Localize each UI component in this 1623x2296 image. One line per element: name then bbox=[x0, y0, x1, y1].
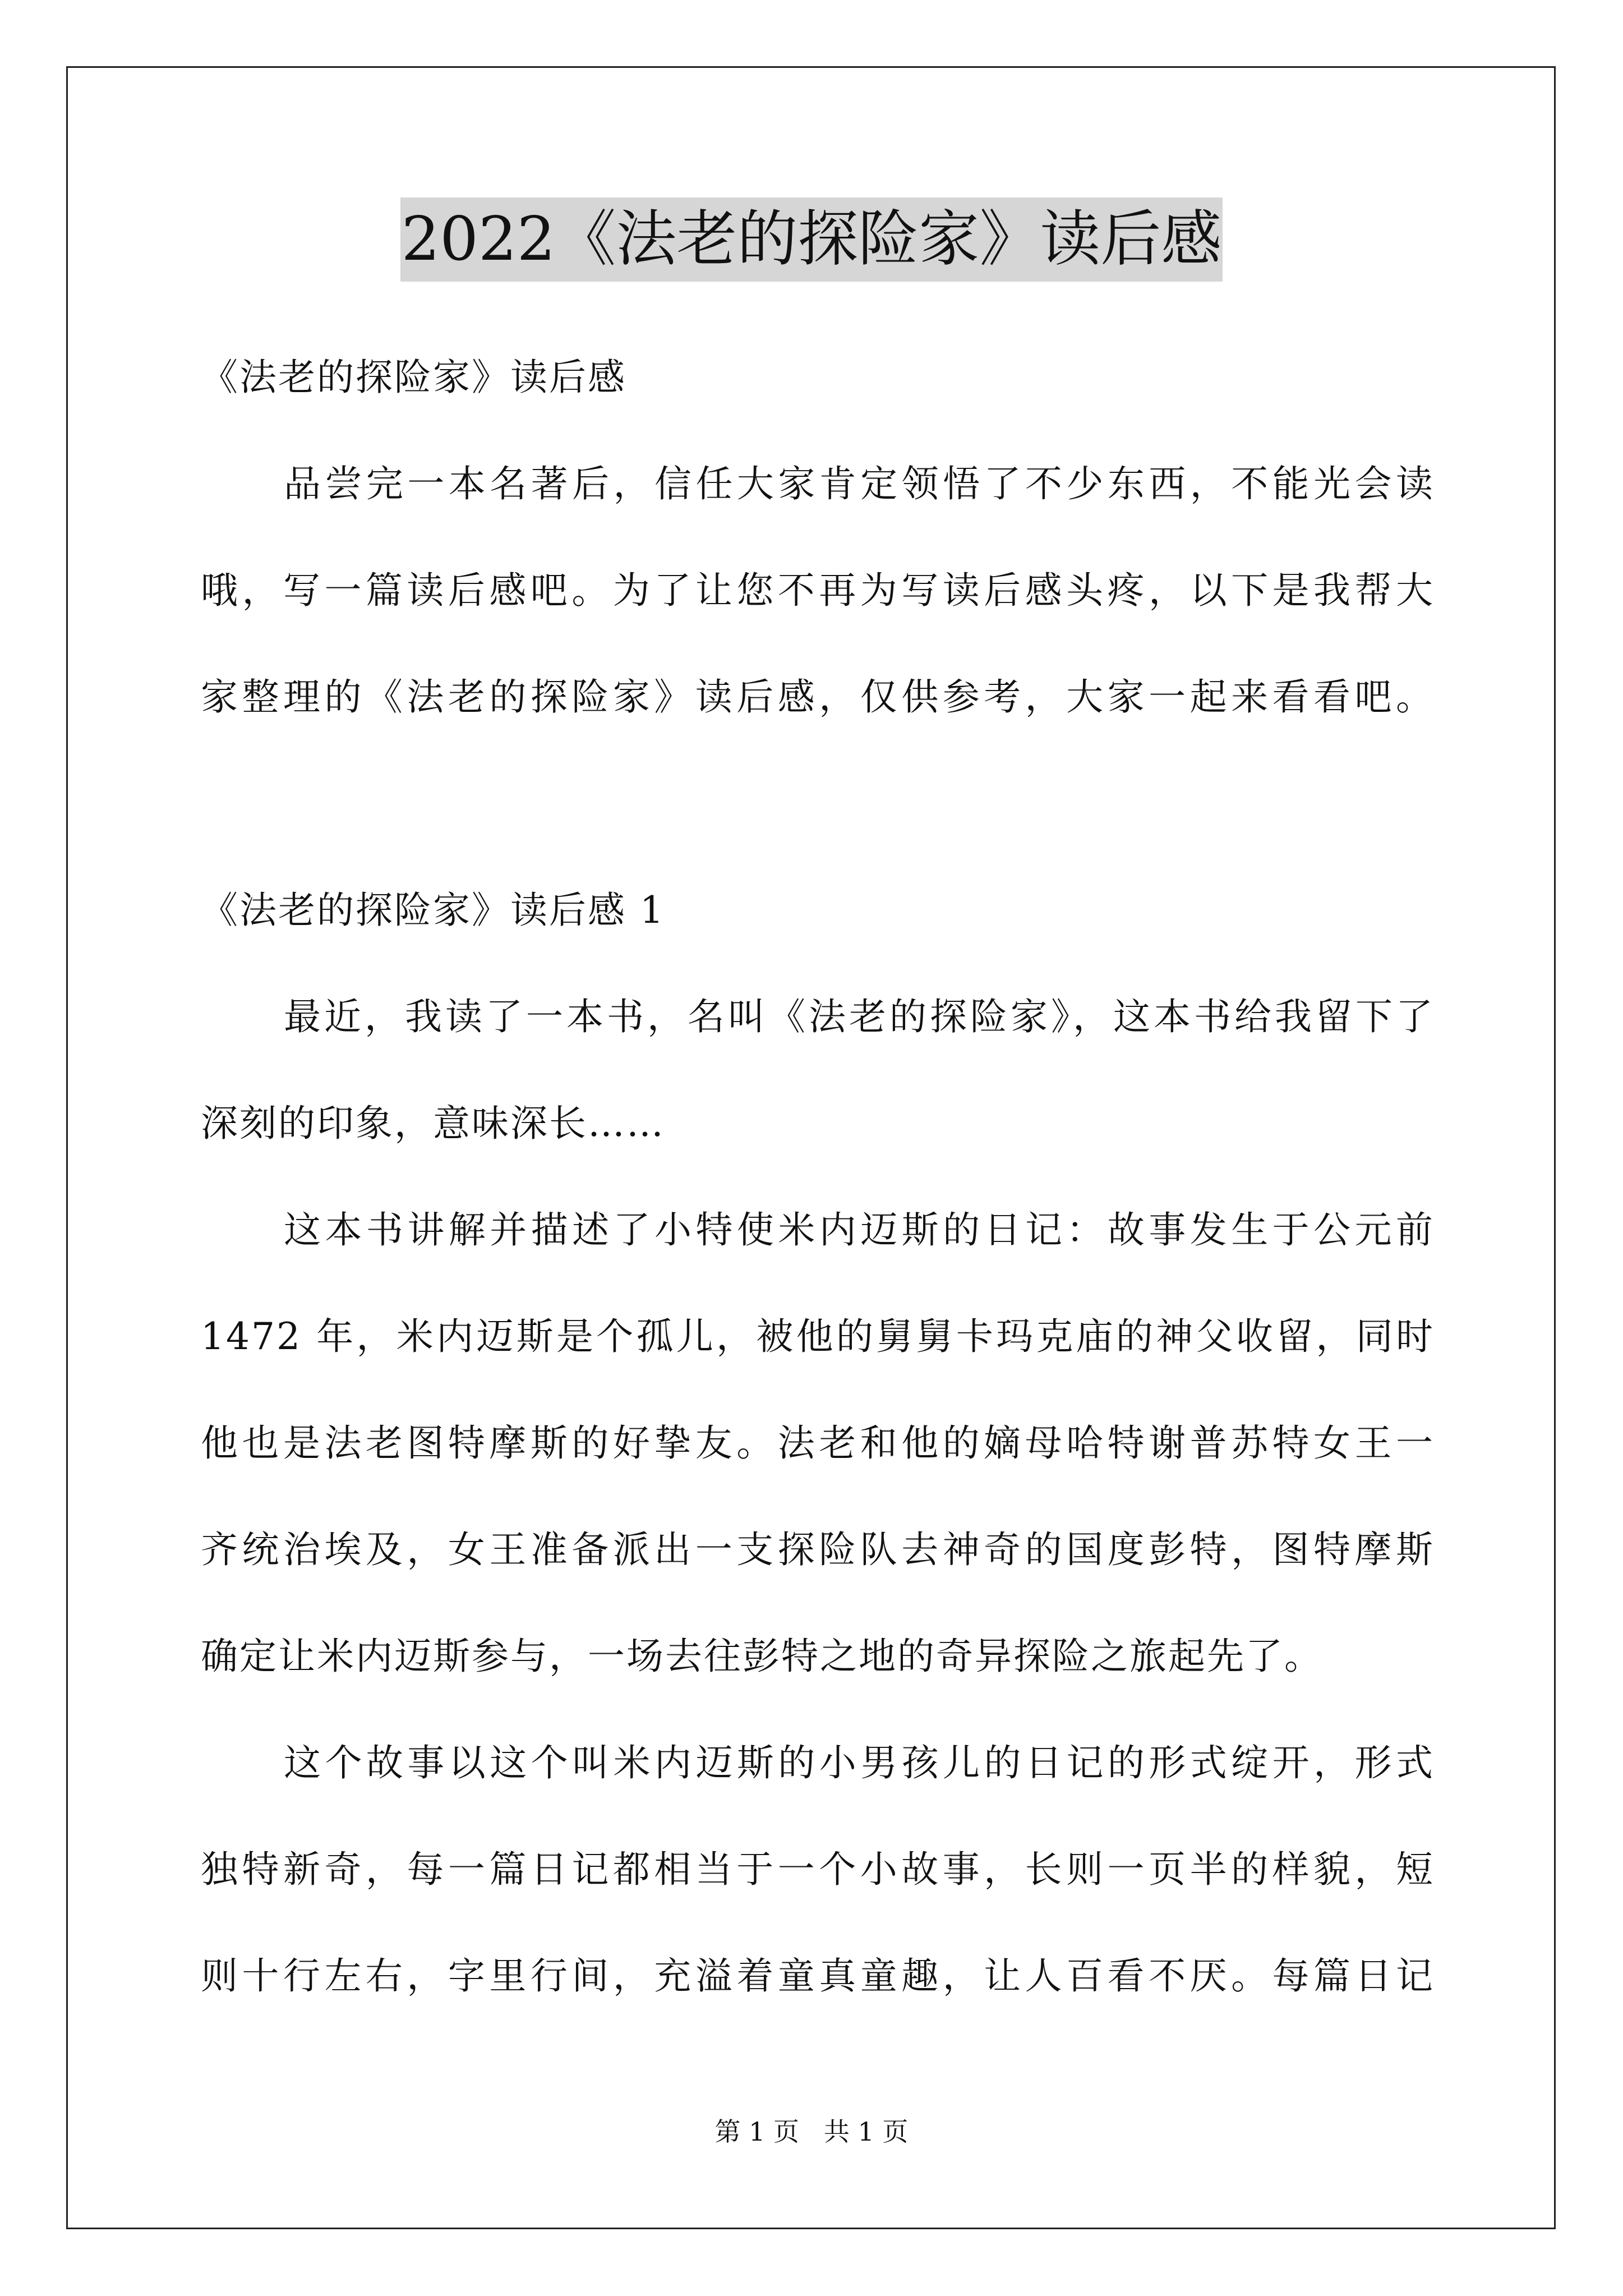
paragraph-line: 他也是法老图特摩斯的好挚友。法老和他的嫡母哈特谢普苏特女王一 bbox=[201, 1421, 1435, 1465]
section-heading: 《法老的探险家》读后感 1 bbox=[201, 889, 665, 932]
page-footer: 第 1 页 共 1 页 bbox=[714, 2116, 909, 2147]
paragraph-line: 齐统治埃及，女王准备派出一支探险队去神奇的国度彭特，图特摩斯 bbox=[201, 1528, 1435, 1571]
paragraph-line: 哦，写一篇读后感吧。为了让您不再为写读后感头疼，以下是我帮大 bbox=[201, 569, 1435, 612]
paragraph-line: 则十行左右，字里行间，充溢着童真童趣，让人百看不厌。每篇日记 bbox=[201, 1954, 1435, 1998]
paragraph-line: 确定让米内迈斯参与，一场去往彭特之地的奇异探险之旅起先了。 bbox=[201, 1635, 1323, 1678]
title-container bbox=[0, 197, 1623, 282]
document-title: 2022《法老的探险家》读后感 bbox=[400, 197, 1223, 282]
paragraph-line: 这本书讲解并描述了小特使米内迈斯的日记：故事发生于公元前 bbox=[284, 1208, 1435, 1251]
paragraph-line: 这个故事以这个叫米内迈斯的小男孩儿的日记的形式绽开，形式 bbox=[284, 1741, 1435, 1784]
paragraph-line: 深刻的印象，意味深长…… bbox=[201, 1102, 665, 1145]
paragraph-line: 1472 年，米内迈斯是个孤儿，被他的舅舅卡玛克庙的神父收留，同时 bbox=[201, 1315, 1435, 1358]
paragraph-line: 独特新奇，每一篇日记都相当于一个小故事，长则一页半的样貌，短 bbox=[201, 1848, 1435, 1891]
subtitle-line: 《法老的探险家》读后感 bbox=[201, 356, 626, 399]
paragraph-line: 品尝完一本名著后，信任大家肯定领悟了不少东西，不能光会读 bbox=[284, 462, 1435, 505]
paragraph-line: 家整理的《法老的探险家》读后感，仅供参考，大家一起来看看吧。 bbox=[201, 675, 1435, 719]
paragraph-line: 最近，我读了一本书，名叫《法老的探险家》，这本书给我留下了 bbox=[284, 995, 1435, 1038]
